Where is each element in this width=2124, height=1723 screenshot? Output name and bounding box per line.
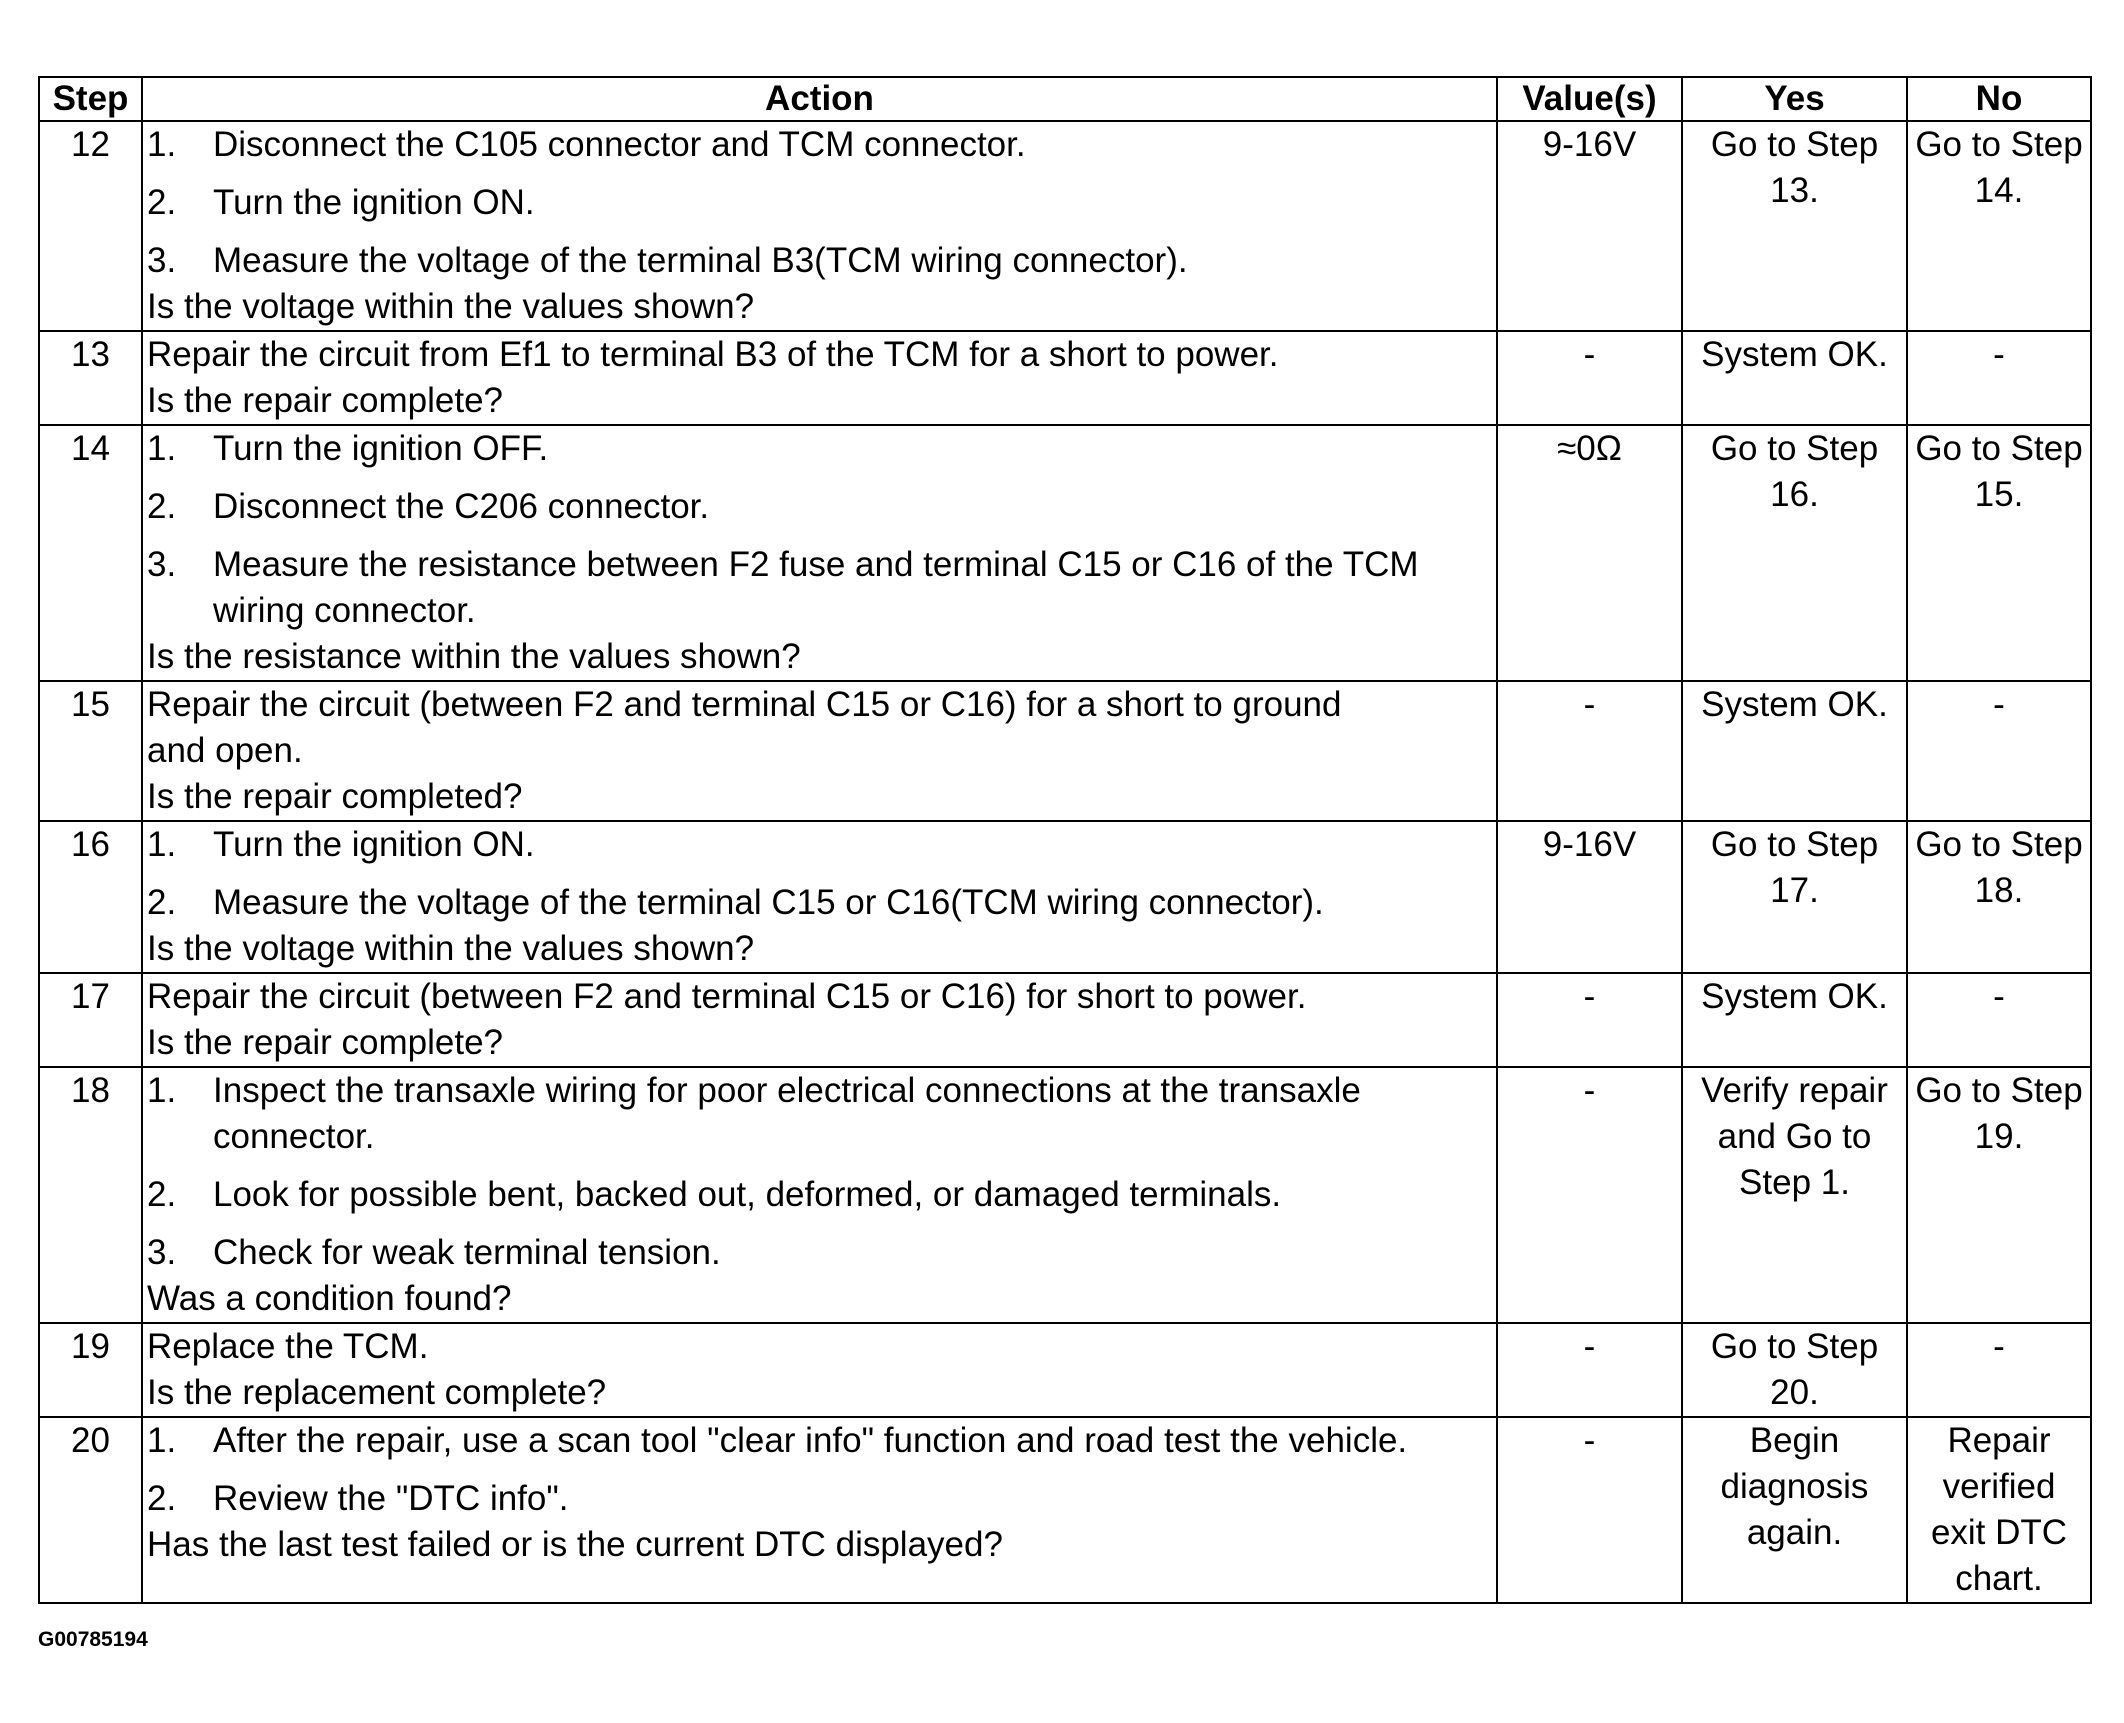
- yes-cell: Go to Step 16.: [1682, 425, 1907, 681]
- instruction-number: 3.: [147, 1233, 177, 1272]
- step-number: 13: [39, 331, 142, 425]
- header-step: Step: [39, 77, 142, 121]
- action-text: Replace the TCM.: [147, 1327, 429, 1366]
- action-cell: [142, 1323, 1497, 1417]
- step-number: 19: [39, 1323, 142, 1417]
- instruction-number: 2.: [147, 883, 177, 922]
- value-cell: -: [1497, 681, 1682, 821]
- figure-id: G00785194: [38, 1628, 148, 1651]
- action-text: Repair the circuit (between F2 and terminal C15 or C16) for short to power.: [147, 977, 1307, 1016]
- value-cell: -: [1497, 1323, 1682, 1417]
- instruction-item: [147, 1172, 1492, 1218]
- step-number: 16: [39, 821, 142, 973]
- instruction-text: Disconnect the C105 connector and TCM connector.: [213, 125, 1026, 164]
- instruction-number: 2.: [147, 487, 177, 526]
- no-cell: -: [1907, 681, 2091, 821]
- yes-cell: Verify repair and Go to Step 1.: [1682, 1067, 1907, 1323]
- yes-cell: Go to Step 17.: [1682, 821, 1907, 973]
- question-text: Has the last test failed or is the current DTC displayed?: [147, 1525, 1003, 1564]
- instruction-number: 2.: [147, 1479, 177, 1518]
- no-cell: -: [1907, 1323, 2091, 1417]
- value-cell: -: [1497, 1067, 1682, 1323]
- yes-cell: Begin diagnosis again.: [1682, 1417, 1907, 1603]
- table-row: [39, 1323, 2091, 1417]
- instruction-text: Measure the resistance between F2 fuse and terminal C15 or C16 of the TCM wiring connector.: [213, 545, 1419, 630]
- instruction-number: 1.: [147, 429, 177, 468]
- diagnostic-table: [38, 76, 2092, 1604]
- instruction-number: 1.: [147, 1071, 177, 1110]
- instruction-number: 2.: [147, 183, 177, 222]
- step-number: 20: [39, 1417, 142, 1603]
- table-row: [39, 121, 2091, 331]
- action-cell: [142, 821, 1497, 973]
- instruction-text: Look for possible bent, backed out, deformed, or damaged terminals.: [213, 1175, 1282, 1214]
- instruction-item: [147, 180, 1492, 226]
- action-text: Repair the circuit (between F2 and terminal C15 or C16) for a short to ground and open.: [147, 685, 1342, 770]
- step-number: 12: [39, 121, 142, 331]
- question-text: Is the repair completed?: [147, 777, 523, 816]
- header-values: Value(s): [1497, 77, 1682, 121]
- value-cell: -: [1497, 331, 1682, 425]
- header-row: [39, 77, 2091, 121]
- question-text: Was a condition found?: [147, 1279, 512, 1318]
- question-text: Is the repair complete?: [147, 1023, 504, 1062]
- value-cell: 9-16V: [1497, 121, 1682, 331]
- header-yes: Yes: [1682, 77, 1907, 121]
- action-cell: [142, 1067, 1497, 1323]
- instruction-number: 1.: [147, 825, 177, 864]
- value-cell: 9-16V: [1497, 821, 1682, 973]
- instruction-item: [147, 484, 1492, 530]
- yes-cell: Go to Step 13.: [1682, 121, 1907, 331]
- instruction-text: Turn the ignition OFF.: [213, 429, 549, 468]
- action-cell: [142, 121, 1497, 331]
- question-text: Is the replacement complete?: [147, 1373, 607, 1412]
- instruction-text: Disconnect the C206 connector.: [213, 487, 710, 526]
- instruction-text: Measure the voltage of the terminal B3(TCM wiring connector).: [213, 241, 1188, 280]
- instruction-item: [147, 1068, 1492, 1160]
- instruction-number: 3.: [147, 545, 177, 584]
- header-action: Action: [142, 77, 1497, 121]
- instruction-number: 1.: [147, 125, 177, 164]
- action-cell: [142, 973, 1497, 1067]
- instruction-item: [147, 1230, 1492, 1276]
- question-text: Is the resistance within the values shown?: [147, 637, 801, 676]
- instruction-item: [147, 1418, 1492, 1464]
- header-no: No: [1907, 77, 2091, 121]
- no-cell: -: [1907, 973, 2091, 1067]
- yes-cell: Go to Step 20.: [1682, 1323, 1907, 1417]
- instruction-item: [147, 426, 1492, 472]
- question-text: Is the voltage within the values shown?: [147, 929, 755, 968]
- value-cell: ≈0Ω: [1497, 425, 1682, 681]
- action-cell: [142, 1417, 1497, 1603]
- step-number: 15: [39, 681, 142, 821]
- no-cell: Repair verified exit DTC chart.: [1907, 1417, 2091, 1603]
- instruction-text: Check for weak terminal tension.: [213, 1233, 721, 1272]
- instruction-item: [147, 542, 1492, 634]
- instruction-item: [147, 238, 1492, 284]
- yes-cell: System OK.: [1682, 973, 1907, 1067]
- instruction-item: [147, 122, 1492, 168]
- table-body: [39, 121, 2091, 1603]
- instruction-text: Turn the ignition ON.: [213, 183, 535, 222]
- value-cell: -: [1497, 973, 1682, 1067]
- table-row: [39, 1417, 2091, 1603]
- table-row: [39, 1067, 2091, 1323]
- action-cell: [142, 425, 1497, 681]
- instruction-text: After the repair, use a scan tool "clear info" function and road test the vehicle.: [213, 1421, 1408, 1460]
- table-row: [39, 425, 2091, 681]
- table-row: [39, 973, 2091, 1067]
- table-row: [39, 821, 2091, 973]
- no-cell: Go to Step 18.: [1907, 821, 2091, 973]
- yes-cell: System OK.: [1682, 681, 1907, 821]
- instruction-text: Review the "DTC info".: [213, 1479, 569, 1518]
- instruction-item: [147, 822, 1492, 868]
- action-cell: [142, 681, 1497, 821]
- step-number: 17: [39, 973, 142, 1067]
- yes-cell: System OK.: [1682, 331, 1907, 425]
- no-cell: Go to Step 15.: [1907, 425, 2091, 681]
- instruction-text: Inspect the transaxle wiring for poor electrical connections at the transaxle connector.: [213, 1071, 1361, 1156]
- question-text: Is the voltage within the values shown?: [147, 287, 755, 326]
- instruction-number: 3.: [147, 241, 177, 280]
- instruction-text: Measure the voltage of the terminal C15 or C16(TCM wiring connector).: [213, 883, 1324, 922]
- no-cell: Go to Step 14.: [1907, 121, 2091, 331]
- value-cell: -: [1497, 1417, 1682, 1603]
- no-cell: -: [1907, 331, 2091, 425]
- table-row: [39, 681, 2091, 821]
- step-number: 18: [39, 1067, 142, 1323]
- no-cell: Go to Step 19.: [1907, 1067, 2091, 1323]
- instruction-number: 1.: [147, 1421, 177, 1460]
- instruction-number: 2.: [147, 1175, 177, 1214]
- instruction-item: [147, 1476, 1492, 1522]
- action-text: Repair the circuit from Ef1 to terminal B3 of the TCM for a short to power.: [147, 335, 1279, 374]
- instruction-text: Turn the ignition ON.: [213, 825, 535, 864]
- question-text: Is the repair complete?: [147, 381, 504, 420]
- instruction-item: [147, 880, 1492, 926]
- table-row: [39, 331, 2091, 425]
- action-cell: [142, 331, 1497, 425]
- step-number: 14: [39, 425, 142, 681]
